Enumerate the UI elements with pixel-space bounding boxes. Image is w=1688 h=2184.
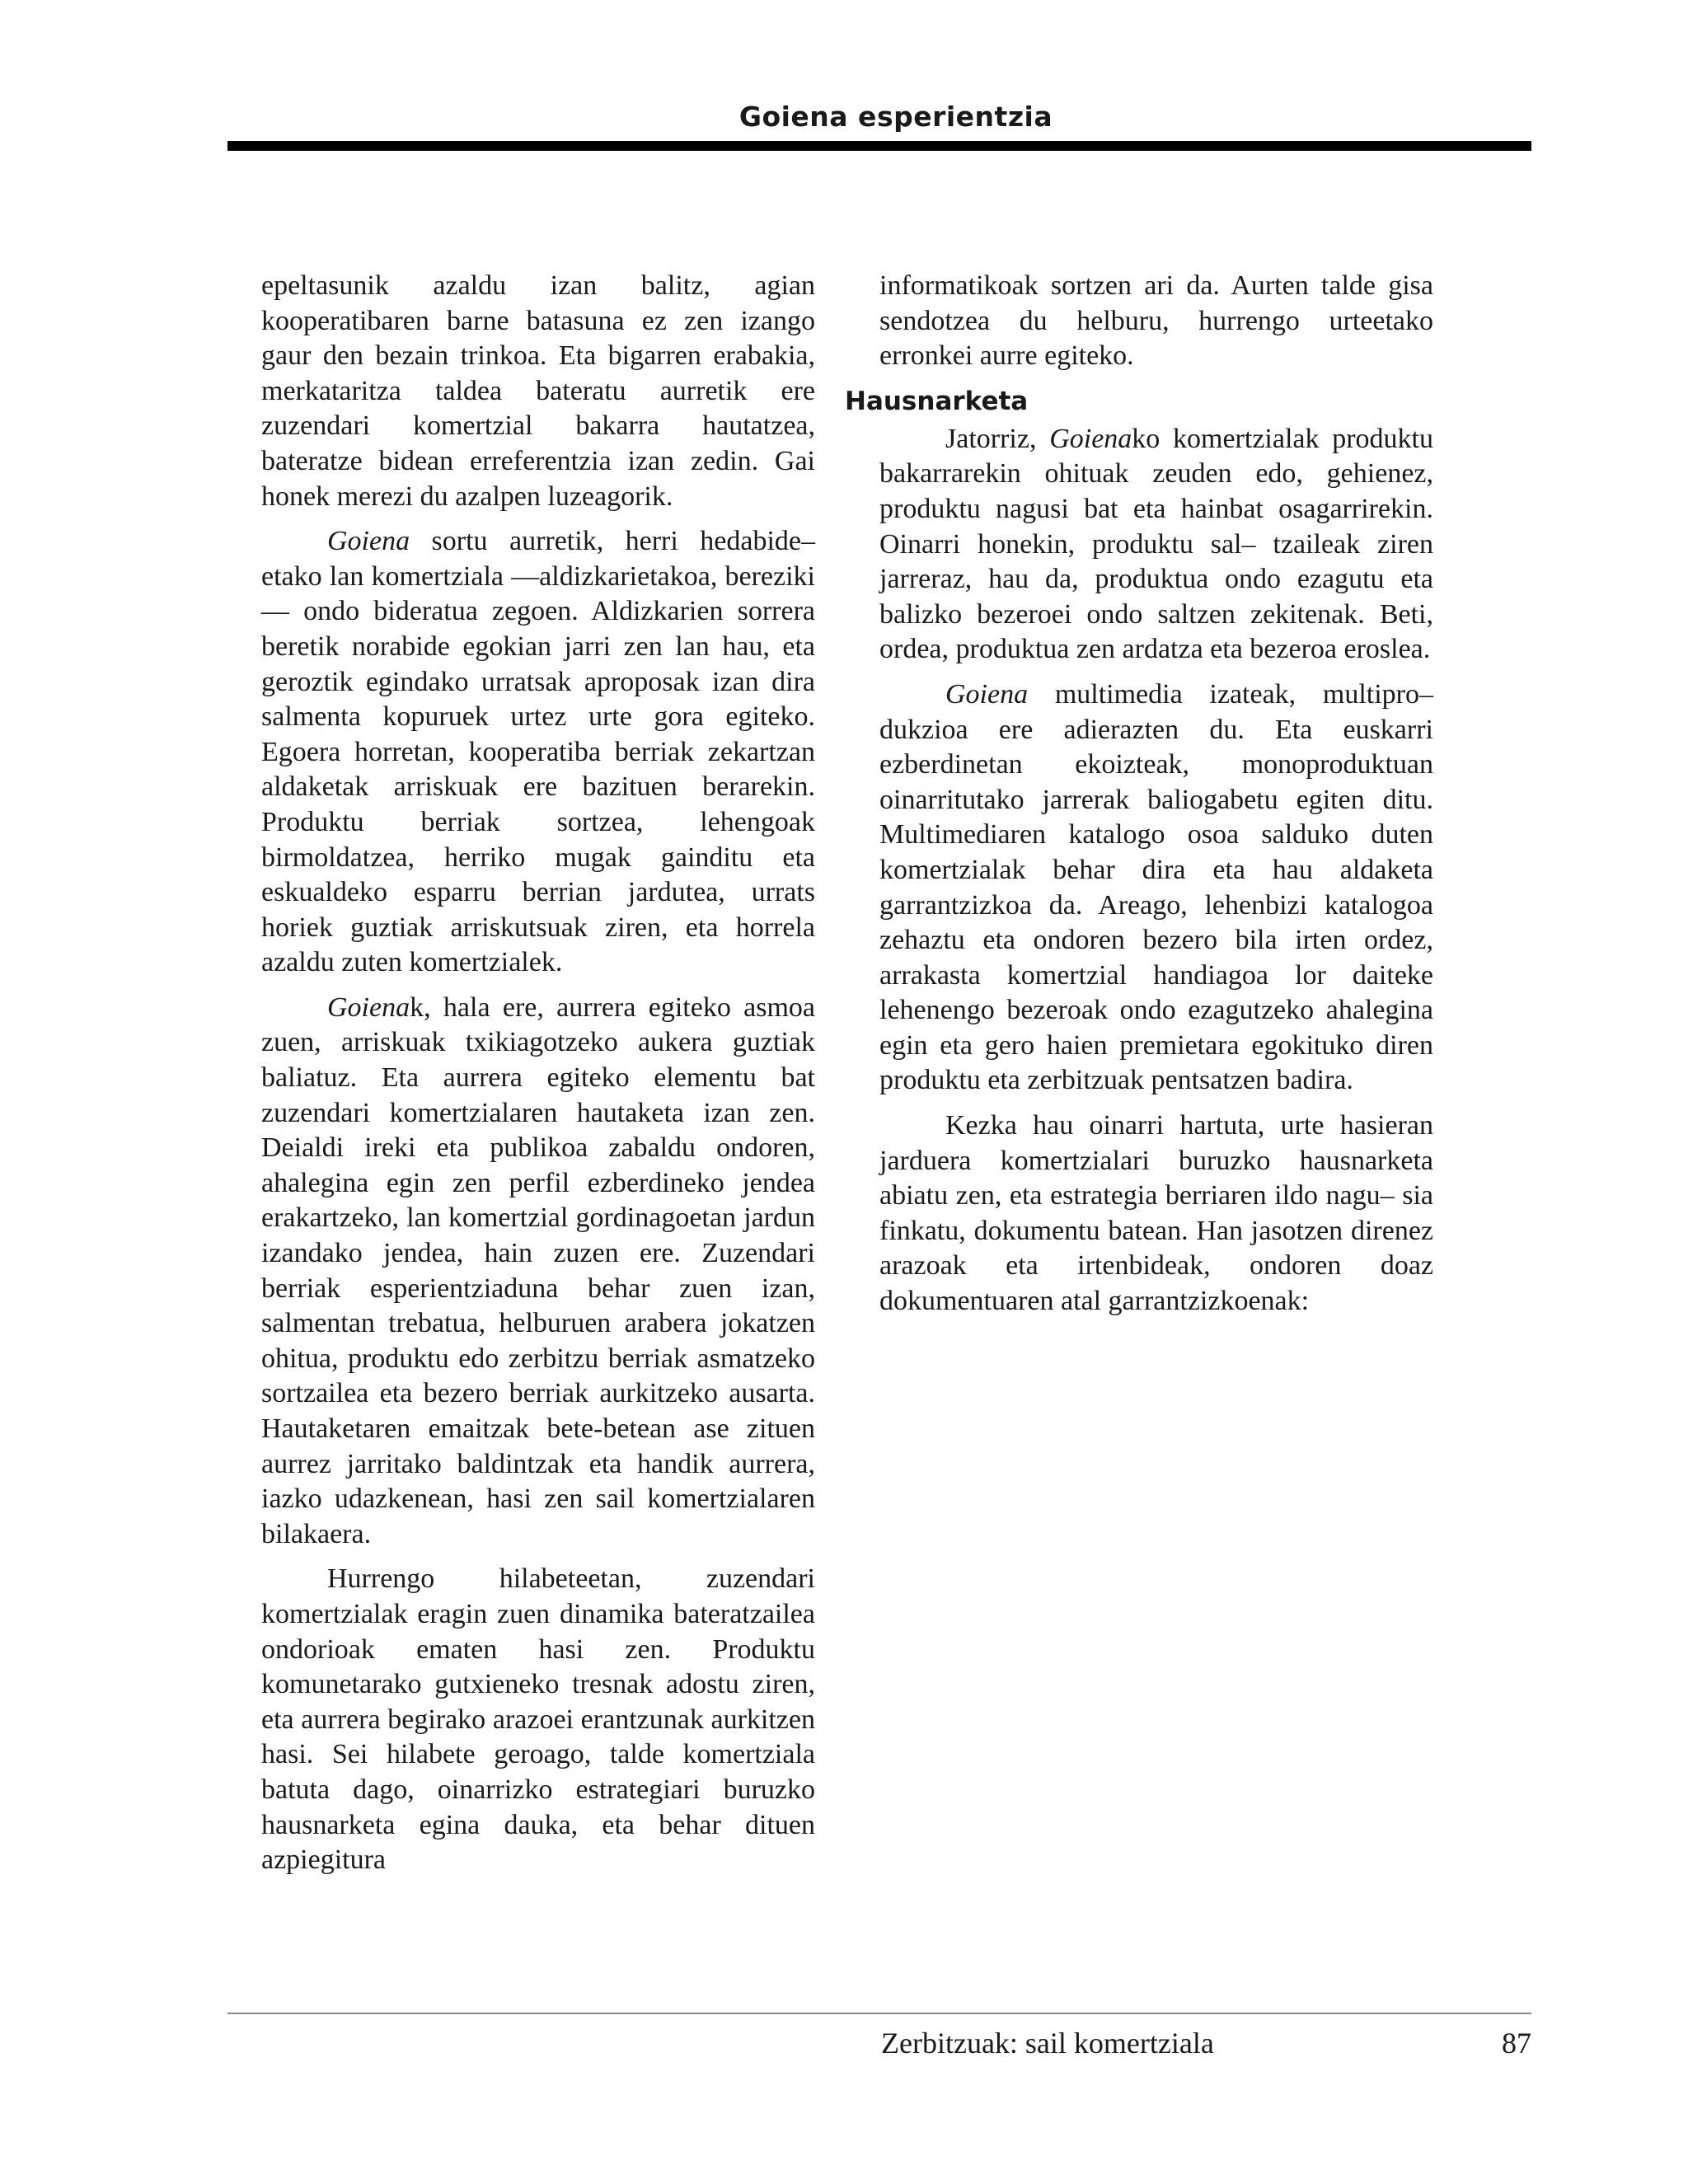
paragraph (879, 677, 1433, 1099)
paragraph-text: k, hala ere, aurrera egiteko asmoa zuen, arriskuak txikiagotzeko aukera guztiak baliatuz. Eta aurrera egiteko elementu bat zuzendari komertzialaren hautaketa izan zen. Deialdi ireki eta publikoa zabaldu ondoren, ahalegina egin zen perfil ezberdineko jendea erakartzeko, lan komertzial gordinagoetan jardun izandako jendea, hain zuzen ere. Zuzendari berriak esperientziaduna behar zuen izan, salmentan trebatua, helburuen arabera jokatzen ohitua, produktu edo zerbitzu berriak asmatzeko sortzailea eta bezero berriak aurkitzeko ausarta. Hautaketaren emaitzak bete-betean ase zituen aurrez jarritako baldintzak eta handik aurrera, iazko udazkenean, hasi zen sail komertzialaren bilakaera. (261, 991, 815, 1549)
section-heading: Hausnarketa (845, 386, 1029, 416)
left-column (261, 269, 815, 1888)
footer-title: Zerbitzuak: sail komertziala (881, 2027, 1214, 2060)
footer-rule (227, 2013, 1531, 2014)
italic-term: Goiena (1049, 423, 1132, 454)
page-number: 87 (1502, 2027, 1531, 2060)
header-rule (227, 141, 1531, 151)
paragraph-text: multimedia izateak, multipro– dukzioa ere adierazten du. Eta euskarri ezberdinetan ekoizteak, monoproduktuan oinarritutako jarrerak baliogabetu egiten ditu. Multimediaren katalogo osoa salduko duten komertzialak behar dira eta hau aldaketa garrantzizkoa da. Areago, lehenbizi katalogoa zehaztu eta ondoren bezero bila irten ordez, arrakasta komertzial handiagoa lor daiteke lehenengo bezeroak ondo ezagutzeko ahalegina egin eta gero haien premietara egokituko diren produktu eta zerbitzuak pentsatzen badira. (879, 678, 1433, 1096)
paragraph (261, 524, 815, 981)
running-header-title: Goiena esperientzia (738, 101, 1053, 133)
paragraph-text: sortu aurretik, herri hedabide– etako lan komertziala —aldizkarietakoa, bereziki— ondo bideratua zegoen. Aldizkarien sorrera beretik norabide egokian jarri zen lan hau, eta geroztik egindako urratsak aproposak izan dira salmenta kopuruek urtez urte gora egiteko. Egoera horretan, kooperatiba berriak zekartzan aldaketak arriskuak ere bazituen berarekin. Produktu berriak sortzea, lehengoak birmoldatzea, herriko mugak gainditu eta eskualdeko esparru berrian jardutea, urrats horiek guztiak arriskutsuak ziren, eta horrela azaldu zuten komertzialek. (261, 526, 815, 978)
paragraph: epeltasunik azaldu izan balitz, agian kooperatibaren barne batasuna ez zen izango gaur den bezain trinkoa. Eta bigarren erabakia, merkataritza taldea bateratu aurretik ere zuzendari komertzial bakarra hautatzea, bateratze bidean erreferentzia izan zedin. Gai honek merezi du azalpen luzeagorik. (261, 270, 815, 512)
paragraph-text: Jatorriz, (945, 423, 1050, 454)
right-column (845, 269, 1433, 1329)
italic-term: Goiena (327, 526, 410, 557)
paragraph-text: ko komertzialak produktu bakarrarekin ohituak zeuden edo, gehienez, produktu nagusi bat eta hainbat osagarrirekin. Oinarri honekin, produktu sal– tzaileak ziren jarreraz, hau da, produktua ondo ezagutu eta balizko bezeroei ondo saltzen zekitenak. Beti, ordea, produktua zen ardatza eta bezeroa eroslea. (879, 423, 1433, 665)
italic-term: Goiena (945, 678, 1029, 710)
paragraph (879, 422, 1433, 668)
paragraph: informatikoak sortzen ari da. Aurten talde gisa sendotzea du helburu, hurrengo urteetako erronkei aurre egiteko. (879, 270, 1433, 372)
paragraph (261, 991, 815, 1553)
italic-term: Goiena (327, 991, 410, 1023)
paragraph: Hurrengo hilabeteetan, zuzendari komertzialak eragin zuen dinamika bateratzailea ondorioak ematen hasi zen. Produktu komunetarako gutxieneko tresnak adostu ziren, eta aurrera begirako arazoei erantzunak aurkitzen hasi. Sei hilabete geroago, talde komertziala batuta dago, oinarrizko estrategiari buruzko hausnarketa egina dauka, eta behar dituen azpiegitura (261, 1563, 815, 1876)
paragraph: Kezka hau oinarri hartuta, urte hasieran jarduera komertzialari buruzko hausnarketa abiatu zen, eta estrategia berriaren ildo nagu– sia finkatu, dokumentu batean. Han jasotzen direnez arazoak eta irtenbideak, ondoren doaz dokumentuaren atal garrantzizkoenak: (879, 1110, 1433, 1317)
